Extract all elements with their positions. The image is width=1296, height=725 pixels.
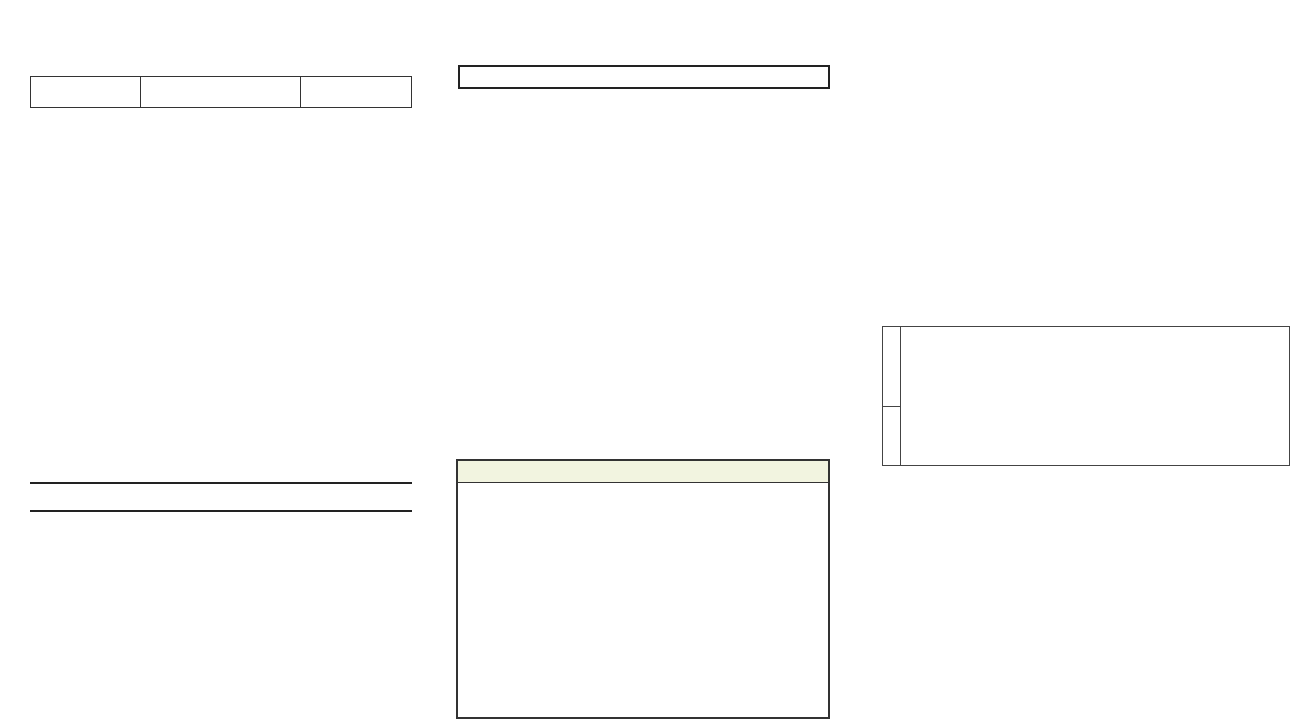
- offering-column: [860, 0, 1296, 725]
- worship-header-box: [30, 76, 412, 108]
- plan-title: [458, 461, 828, 483]
- worship-time: [31, 77, 141, 107]
- plan-box: [456, 459, 830, 719]
- volunteers-table: [882, 326, 1290, 466]
- committee-title-box: [30, 482, 412, 512]
- volunteers-side-cleaning: [883, 407, 900, 465]
- volunteers-rows: [901, 327, 1289, 465]
- volunteers-side: [883, 327, 901, 465]
- plan-list: [458, 483, 828, 489]
- worship-column: [0, 0, 430, 725]
- worship-series: [141, 77, 301, 107]
- report-title-box: [458, 65, 830, 89]
- volunteers-side-worship: [883, 327, 900, 407]
- report-column: [430, 0, 860, 725]
